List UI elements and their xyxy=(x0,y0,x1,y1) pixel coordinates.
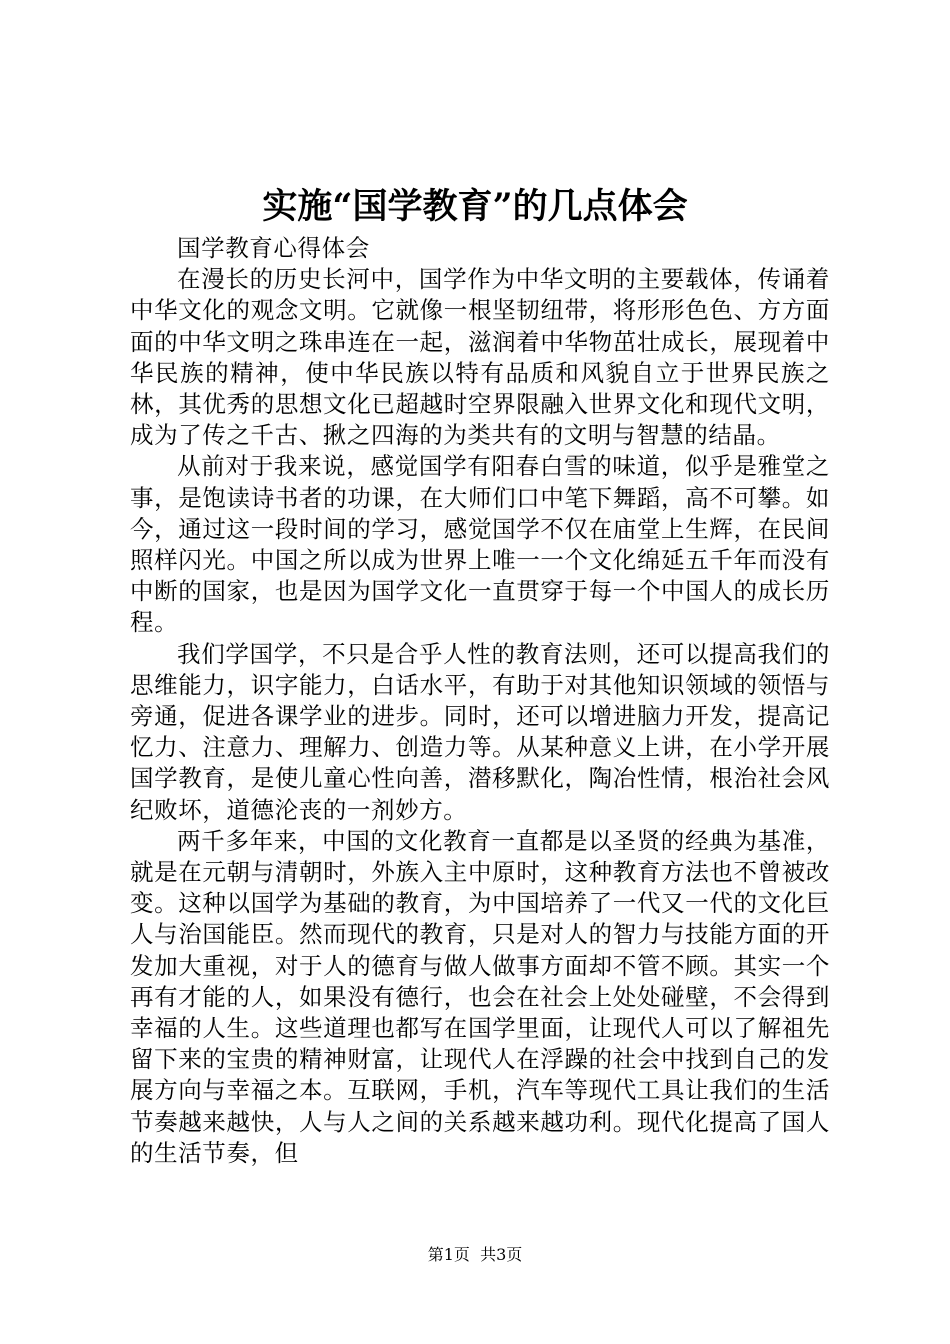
paragraph-3: 我们学国学，不只是合乎人性的教育法则，还可以提高我们的思维能力，识字能力，白话水平，有助于对其他知识领域的领悟与旁通，促进各课学业的进步。同时，还可以增进脑力开发，提高记忆力、注意力、理解力、创造力等。从某种意义上讲，在小学开展国学教育，是使儿童心性向善，潜移默化，陶冶性情，根治社会风纪败坏，道德沦丧的一剂妙方。 xyxy=(130,639,830,824)
paragraph-2: 从前对于我来说，感觉国学有阳春白雪的味道，似乎是雅堂之事，是饱读诗书者的功课，在大师们口中笔下舞蹈，高不可攀。如今，通过这一段时间的学习，感觉国学不仅在庙堂上生辉，在民间照样闪光。中国之所以成为世界上唯一一个文化绵延五千年而没有中断的国家，也是因为国学文化一直贯穿于每一个中国人的成长历程。 xyxy=(130,452,830,637)
paragraph-1: 在漫长的历史长河中，国学作为中华文明的主要载体，传诵着中华文化的观念文明。它就像一根坚韧纽带，将形形色色、方方面面的中华文明之珠串连在一起，滋润着中华物茁壮成长，展现着中华民族的精神，使中华民族以特有品质和风貌自立于世界民族之林，其优秀的思想文化已超越时空界限融入世界文化和现代文明，成为了传之千古、揪之四海的为类共有的文明与智慧的结晶。 xyxy=(130,265,830,450)
page-footer: 第1页 共3页 xyxy=(427,1245,523,1264)
document-title: 实施“国学教育”的几点体会 xyxy=(262,186,688,227)
paragraph-subtitle: 国学教育心得体会 xyxy=(177,234,370,262)
document-body xyxy=(130,233,830,1169)
paragraph-4: 两千多年来，中国的文化教育一直都是以圣贤的经典为基准，就是在元朝与清朝时，外族入主中原时，这种教育方法也不曾被改变。这种以国学为基础的教育，为中国培养了一代又一代的文化巨人与治国能臣。然而现代的教育，只是对人的智力与技能方面的开发加大重视，对于人的德育与做人做事方面却不管不顾。其实一个再有才能的人，如果没有德行，也会在社会上处处碰壁，不会得到幸福的人生。这些道理也都写在国学里面，让现代人可以了解祖先留下来的宝贵的精神财富，让现代人在浮躁的社会中找到自己的发展方向与幸福之本。互联网，手机，汽车等现代工具让我们的生活节奏越来越快，人与人之间的关系越来越功利。现代化提高了国人的生活节奏，但 xyxy=(130,826,830,1167)
